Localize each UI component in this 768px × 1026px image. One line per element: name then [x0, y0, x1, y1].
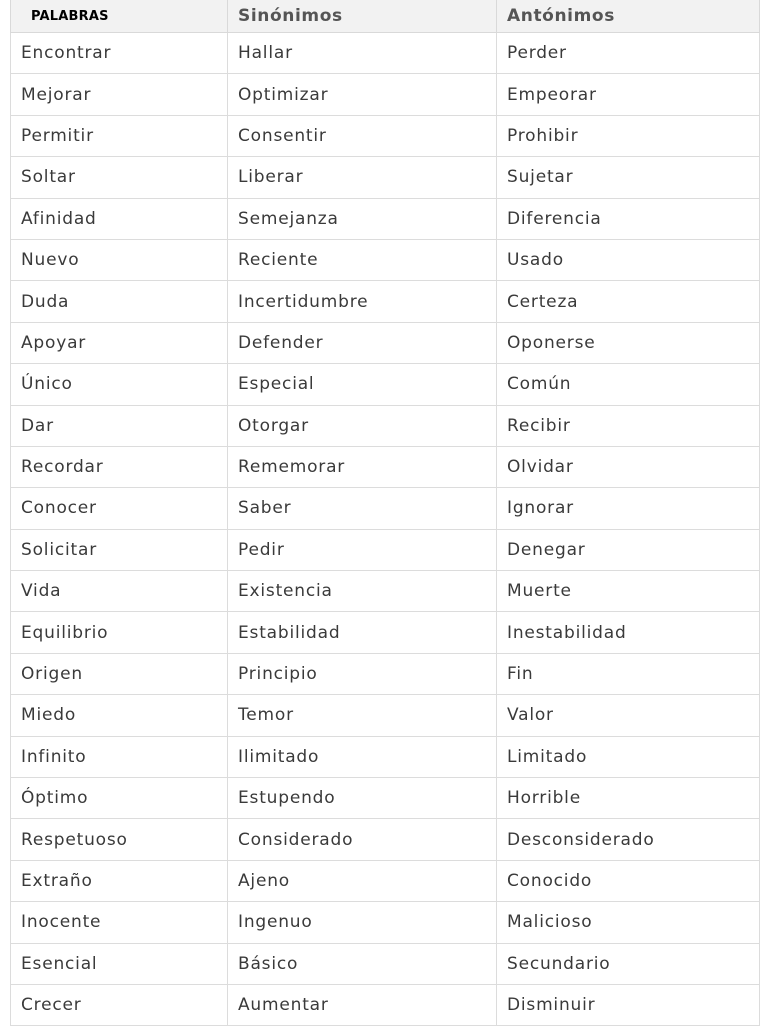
- palabra-cell: Equilibrio: [11, 612, 228, 653]
- sinonimo-cell: Existencia: [228, 571, 497, 612]
- header-sinonimos: Sinónimos: [228, 0, 497, 33]
- palabra-cell: Encontrar: [11, 33, 228, 74]
- sinonimo-cell: Hallar: [228, 33, 497, 74]
- palabra-cell: Origen: [11, 653, 228, 694]
- table-row: [11, 488, 760, 529]
- antonimo-cell: Olvidar: [497, 446, 760, 487]
- header-row: [11, 0, 760, 33]
- sinonimo-cell: Aumentar: [228, 984, 497, 1025]
- header-antonimos: Antónimos: [497, 0, 760, 33]
- table-row: [11, 778, 760, 819]
- sinonimo-cell: Defender: [228, 322, 497, 363]
- table-row: [11, 239, 760, 280]
- sinonimo-cell: Estupendo: [228, 778, 497, 819]
- palabra-cell: Conocer: [11, 488, 228, 529]
- sinonimo-cell: Estabilidad: [228, 612, 497, 653]
- table-row: [11, 860, 760, 901]
- sinonimo-cell: Saber: [228, 488, 497, 529]
- antonimo-cell: Recibir: [497, 405, 760, 446]
- sinonimo-cell: Pedir: [228, 529, 497, 570]
- antonimo-cell: Certeza: [497, 281, 760, 322]
- table-row: [11, 736, 760, 777]
- palabra-cell: Apoyar: [11, 322, 228, 363]
- palabra-cell: Miedo: [11, 695, 228, 736]
- antonimo-cell: Perder: [497, 33, 760, 74]
- sinonimo-cell: Rememorar: [228, 446, 497, 487]
- antonimo-cell: Ignorar: [497, 488, 760, 529]
- palabra-cell: Vida: [11, 571, 228, 612]
- antonimo-cell: Usado: [497, 239, 760, 280]
- antonimo-cell: Sujetar: [497, 157, 760, 198]
- antonimo-cell: Conocido: [497, 860, 760, 901]
- sinonimo-cell: Temor: [228, 695, 497, 736]
- sinonimo-cell: Considerado: [228, 819, 497, 860]
- sinonimo-cell: Principio: [228, 653, 497, 694]
- table-row: [11, 364, 760, 405]
- synonyms-antonyms-table-container: [10, 0, 759, 1026]
- palabra-cell: Mejorar: [11, 74, 228, 115]
- palabra-cell: Nuevo: [11, 239, 228, 280]
- table-row: [11, 281, 760, 322]
- sinonimo-cell: Incertidumbre: [228, 281, 497, 322]
- sinonimo-cell: Básico: [228, 943, 497, 984]
- table-row: [11, 571, 760, 612]
- antonimo-cell: Común: [497, 364, 760, 405]
- antonimo-cell: Secundario: [497, 943, 760, 984]
- sinonimo-cell: Reciente: [228, 239, 497, 280]
- header-palabras: PALABRAS: [11, 0, 228, 33]
- palabra-cell: Recordar: [11, 446, 228, 487]
- table-row: [11, 984, 760, 1025]
- table-row: [11, 819, 760, 860]
- antonimo-cell: Fin: [497, 653, 760, 694]
- palabra-cell: Único: [11, 364, 228, 405]
- table-row: [11, 446, 760, 487]
- sinonimo-cell: Ilimitado: [228, 736, 497, 777]
- table-row: [11, 653, 760, 694]
- table-row: [11, 198, 760, 239]
- palabra-cell: Infinito: [11, 736, 228, 777]
- table-row: [11, 157, 760, 198]
- antonimo-cell: Desconsiderado: [497, 819, 760, 860]
- palabra-cell: Respetuoso: [11, 819, 228, 860]
- synonyms-antonyms-table: [10, 0, 760, 1026]
- sinonimo-cell: Especial: [228, 364, 497, 405]
- table-row: [11, 33, 760, 74]
- sinonimo-cell: Optimizar: [228, 74, 497, 115]
- antonimo-cell: Oponerse: [497, 322, 760, 363]
- table-row: [11, 902, 760, 943]
- antonimo-cell: Limitado: [497, 736, 760, 777]
- antonimo-cell: Disminuir: [497, 984, 760, 1025]
- palabra-cell: Esencial: [11, 943, 228, 984]
- antonimo-cell: Muerte: [497, 571, 760, 612]
- table-row: [11, 612, 760, 653]
- palabra-cell: Dar: [11, 405, 228, 446]
- antonimo-cell: Prohibir: [497, 115, 760, 156]
- antonimo-cell: Denegar: [497, 529, 760, 570]
- palabra-cell: Afinidad: [11, 198, 228, 239]
- sinonimo-cell: Otorgar: [228, 405, 497, 446]
- sinonimo-cell: Consentir: [228, 115, 497, 156]
- antonimo-cell: Empeorar: [497, 74, 760, 115]
- sinonimo-cell: Liberar: [228, 157, 497, 198]
- table-body: [11, 33, 760, 1026]
- palabra-cell: Solicitar: [11, 529, 228, 570]
- table-row: [11, 529, 760, 570]
- palabra-cell: Inocente: [11, 902, 228, 943]
- table-row: [11, 322, 760, 363]
- sinonimo-cell: Ingenuo: [228, 902, 497, 943]
- sinonimo-cell: Ajeno: [228, 860, 497, 901]
- antonimo-cell: Diferencia: [497, 198, 760, 239]
- palabra-cell: Soltar: [11, 157, 228, 198]
- table-row: [11, 695, 760, 736]
- antonimo-cell: Inestabilidad: [497, 612, 760, 653]
- table-row: [11, 405, 760, 446]
- table-row: [11, 943, 760, 984]
- palabra-cell: Permitir: [11, 115, 228, 156]
- antonimo-cell: Malicioso: [497, 902, 760, 943]
- antonimo-cell: Valor: [497, 695, 760, 736]
- table-row: [11, 74, 760, 115]
- table-row: [11, 115, 760, 156]
- antonimo-cell: Horrible: [497, 778, 760, 819]
- sinonimo-cell: Semejanza: [228, 198, 497, 239]
- palabra-cell: Extraño: [11, 860, 228, 901]
- table-header: [11, 0, 760, 33]
- palabra-cell: Crecer: [11, 984, 228, 1025]
- palabra-cell: Duda: [11, 281, 228, 322]
- palabra-cell: Óptimo: [11, 778, 228, 819]
